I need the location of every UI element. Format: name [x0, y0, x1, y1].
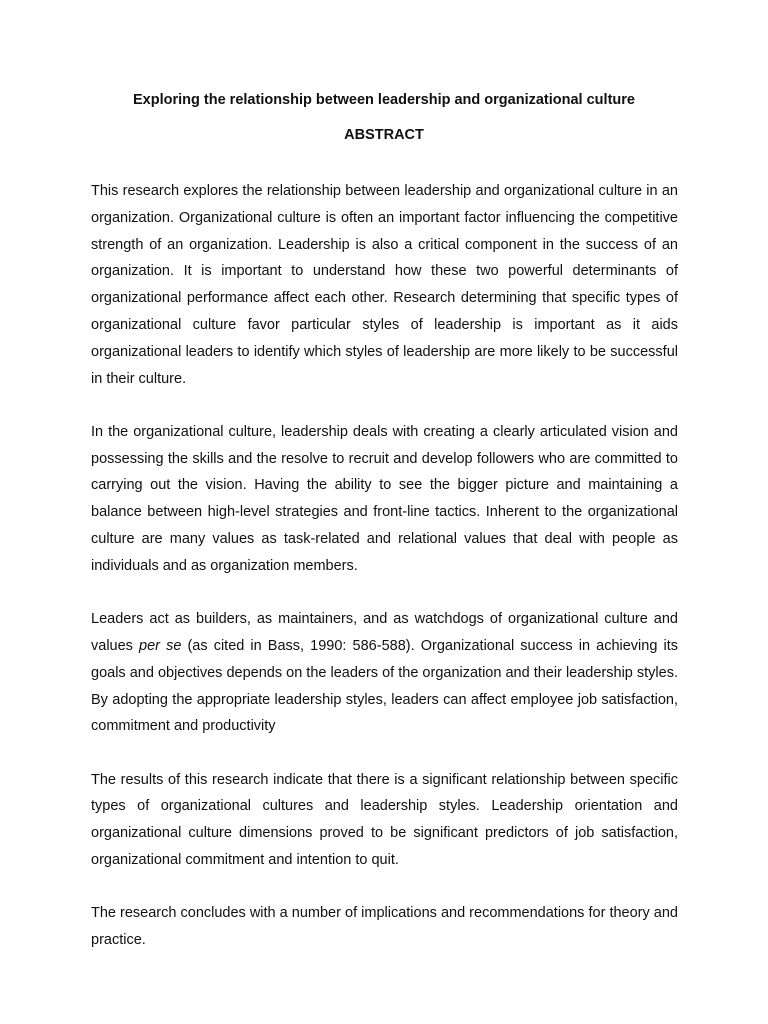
- per-se-emphasis: per se: [139, 637, 182, 654]
- abstract-heading: ABSTRACT: [344, 127, 424, 143]
- abstract-paragraph-2: In the organizational culture, leadership deals with creating a clearly articulated vision and possessing the skills and the resolve to recruit and develop followers who are committed to carrying out the vision. Having the ability to see the bigger picture and maintaining a balance between high-level strategies and front-line tactics. Inherent to the organizational culture are many values as task-related and relational values that deal with people as individuals and as organization members.: [91, 423, 678, 574]
- abstract-paragraph-5: The research concludes with a number of implications and recommendations for theory and practice.: [91, 905, 678, 949]
- abstract-body: [91, 178, 678, 980]
- abstract-paragraph-3: [91, 606, 678, 740]
- paragraph-3-text-after: (as cited in Bass, 1990: 586-588). Organizational success in achieving its goals and objectives depends on the leaders of the organization and their leadership styles. By adopting the appropriate leadership styles, leaders can affect employee job satisfaction, commitment and productivity: [91, 637, 678, 735]
- document-title: Exploring the relationship between leadership and organizational culture: [133, 92, 635, 108]
- abstract-paragraph-1: This research explores the relationship between leadership and organizational culture in an organization. Organizational culture is often an important factor influencing the competitive strength of an organization. Leadership is also a critical component in the success of an organization. It is important to understand how these two powerful determinants of organizational performance affect each other. Research determining that specific types of organizational culture favor particular styles of leadership is important as it aids organizational leaders to identify which styles of leadership are more likely to be successful in their culture.: [91, 183, 678, 387]
- paragraph-3-text-before: Leaders act as builders, as maintainers, and as watchdogs of organizational culture and values: [91, 611, 678, 654]
- abstract-paragraph-4: The results of this research indicate that there is a significant relationship between specific types of organizational cultures and leadership styles. Leadership orientation and organizational culture dimensions proved to be significant predictors of job satisfaction, organizational commitment and intention to quit.: [91, 771, 678, 869]
